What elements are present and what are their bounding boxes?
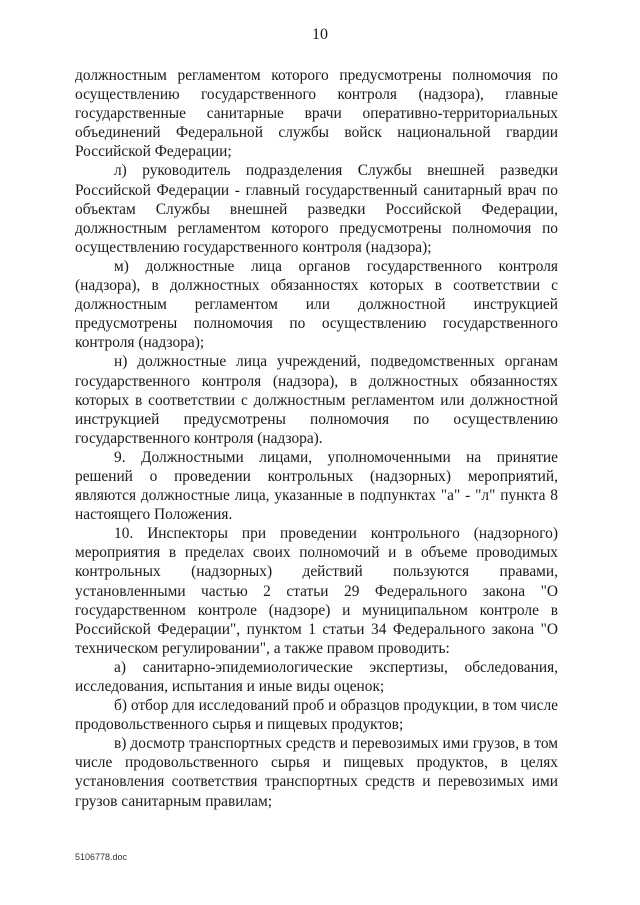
paragraph-n: н) должностные лица учреждений, подведомственных органам государственного контроля (надзора), в должностных обязанностях которых в соответствии с должностным регламентом или должностной инструкцией предусмотрены полномочия по осуществлению государственного контроля (надзора).: [75, 353, 558, 447]
paragraph-10: 10. Инспекторы при проведении контрольного (надзорного) мероприятия в пределах своих полномочий и в объеме проводимых контрольных (надзорных) действий пользуются правами, установленными частью 2 статьи 29 Федерального закона "О государственном контроле (надзоре) и муниципальном контроле в Российской Федерации", пунктом 1 статьи 34 Федерального закона "О техническом регулировании", а также правом проводить:: [75, 525, 558, 657]
paragraph-10-a: а) санитарно-эпидемиологические экспертизы, обследования, исследования, испытания и иные виды оценок;: [75, 658, 558, 695]
document-file-code: 5106778.doc: [75, 852, 128, 862]
paragraph-10-v: в) досмотр транспортных средств и перевозимых ими грузов, в том числе продовольственного сырья и пищевых продуктов, в целях установления соответствия транспортных средств и перевозимых ими грузов санитарным правилам;: [75, 735, 558, 810]
paragraph-l: л) руководитель подразделения Службы внешней разведки Российской Федерации - главный государственный санитарный врач по объектам Службы внешней разведки Российской Федерации, должностным регламентом которого предусмотрены полномочия по осуществлению государственного контроля (надзора);: [75, 162, 558, 256]
paragraph-9: 9. Должностными лицами, уполномоченными на принятие решений о проведении контрольных (надзорных) мероприятий, являются должностные лица, указанные в подпунктах "а" - "л" пункта 8 настоящего Положения.: [75, 448, 558, 524]
paragraph-m: м) должностные лица органов государственного контроля (надзора), в должностных обязанностях которых в соответствии с должностным регламентом или должностной инструкцией предусмотрены полномочия по осуществлению государственного контроля (надзора);: [75, 257, 558, 352]
paragraph-10-b: б) отбор для исследований проб и образцов продукции, в том числе продовольственного сырья и пищевых продуктов;: [75, 697, 558, 734]
document-body: [75, 66, 558, 811]
paragraph-k-continuation: должностным регламентом которого предусмотрены полномочия по осуществлению государственного контроля (надзора), главные государственные санитарные врачи оперативно-территориальных объединений Федеральной службы войск национальной гвардии Российской Федерации;: [75, 67, 558, 161]
page-number: 10: [312, 26, 328, 43]
